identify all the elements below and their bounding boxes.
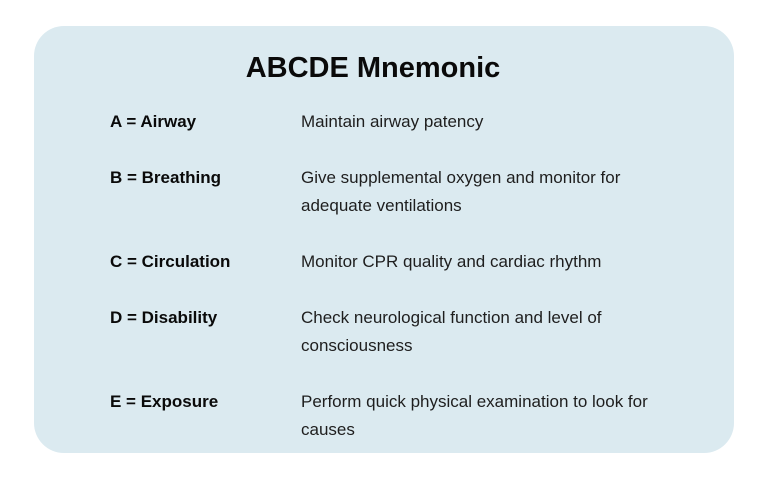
term-label: A = Airway [110,112,197,131]
term-description: Monitor CPR quality and cardiac rhythm [301,252,602,271]
term-description: Give supplemental oxygen and monitor for adequate ventilations [301,168,621,215]
term-description: Check neurological function and level of consciousness [301,308,602,355]
term-label: C = Circulation [110,252,231,271]
card-title: ABCDE Mnemonic [245,52,501,84]
term-label: D = Disability [110,308,218,327]
term-description: Maintain airway patency [301,112,484,131]
term-description: Perform quick physical examination to look for causes [301,392,648,439]
term-label: E = Exposure [110,392,219,411]
term-label: B = Breathing [110,168,221,187]
